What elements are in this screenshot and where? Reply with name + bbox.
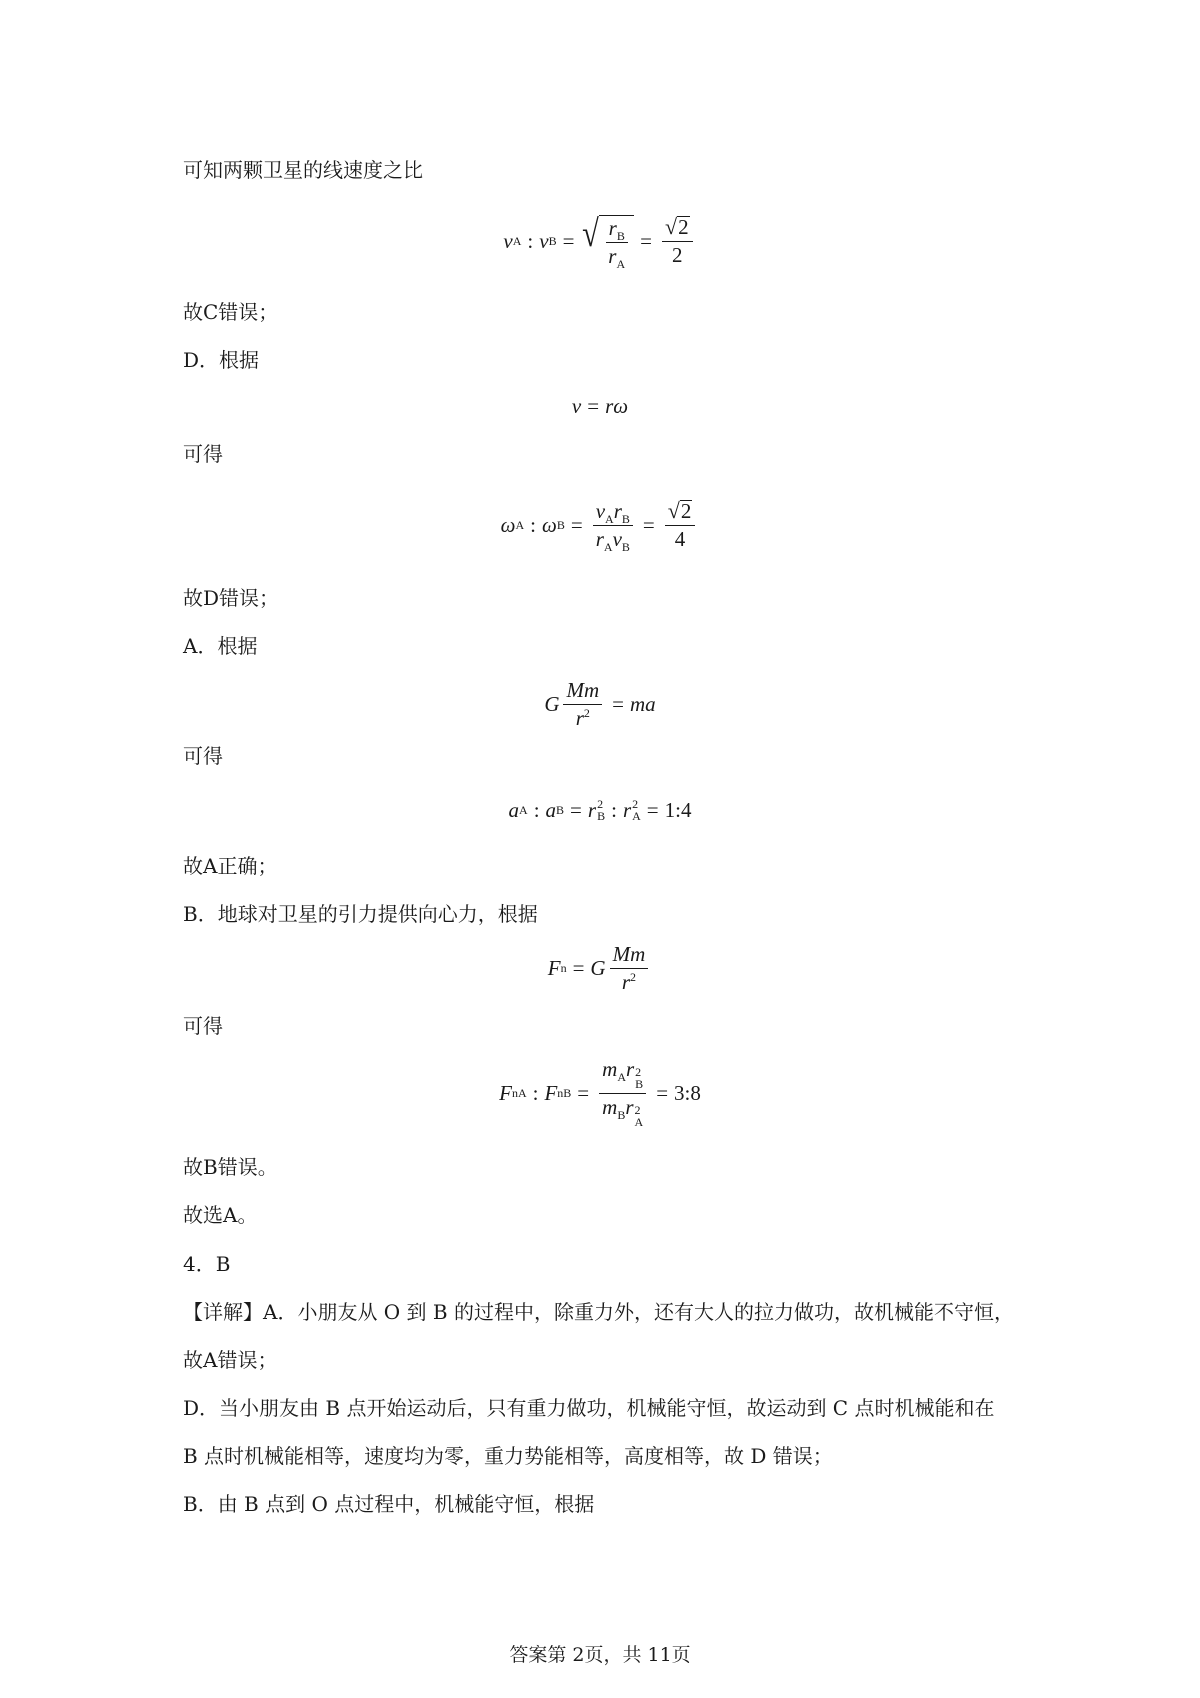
text-line: 可得: [183, 744, 223, 768]
text-line: 故D错误；: [183, 586, 280, 610]
text-line: 可得: [183, 1014, 223, 1038]
page-footer: 答案第 2页，共 11页: [509, 1644, 691, 1666]
text-line: 故B错误。: [183, 1155, 278, 1179]
formula-centripetal-force: F n = G $\frac{Mm}{r^2}$: [0, 938, 1200, 998]
text-line: 故选A。: [183, 1203, 258, 1227]
formula-velocity-ratio: v A : v B = √ $\frac{r_B}{r_A}$ = √ 2 2: [0, 210, 1200, 272]
formula-omega-ratio: ω A : ω B = $\frac{v_Ar_B}{r_Av_B}$ = √ 2 4: [0, 494, 1200, 556]
text-line: A．根据: [183, 634, 258, 658]
text-line: 4．B: [183, 1252, 231, 1276]
text-line: D．根据: [183, 348, 260, 372]
text-line: 故A正确；: [183, 854, 278, 878]
text-line: B 点时机械能相等，速度均为零，重力势能相等，高度相等，故 D 错误；: [183, 1444, 833, 1468]
text-line: B．地球对卫星的引力提供向心力，根据: [183, 902, 538, 926]
text-line: 【详解】A．小朋友从 O 到 B 的过程中，除重力外，还有大人的拉力做功，故机械能不守恒，: [183, 1300, 1014, 1324]
formula-v-r-omega: v = rω: [571, 393, 629, 418]
text-line: 可得: [183, 442, 223, 466]
formula-acceleration-ratio: a A : a B = r 2 B : r 2 A = 1:4: [508, 797, 692, 823]
formula-gravitation-acceleration: G $\frac{Mm}{r^2}$ = ma: [544, 677, 656, 730]
text-line: 故C错误；: [183, 300, 279, 324]
text-line: 可知两颗卫星的线速度之比: [183, 158, 423, 182]
text-line: 故A错误；: [183, 1348, 278, 1372]
text-line: D．当小朋友由 B 点开始运动后，只有重力做功，机械能守恒，故运动到 C 点时机械能和在: [183, 1396, 995, 1420]
formula-force-ratio: F nA : F nB = $m_Ar$ 2 B $m_Br$ 2 A = 3:8: [499, 1056, 701, 1129]
text-line: B．由 B 点到 O 点过程中，机械能守恒，根据: [183, 1492, 595, 1516]
